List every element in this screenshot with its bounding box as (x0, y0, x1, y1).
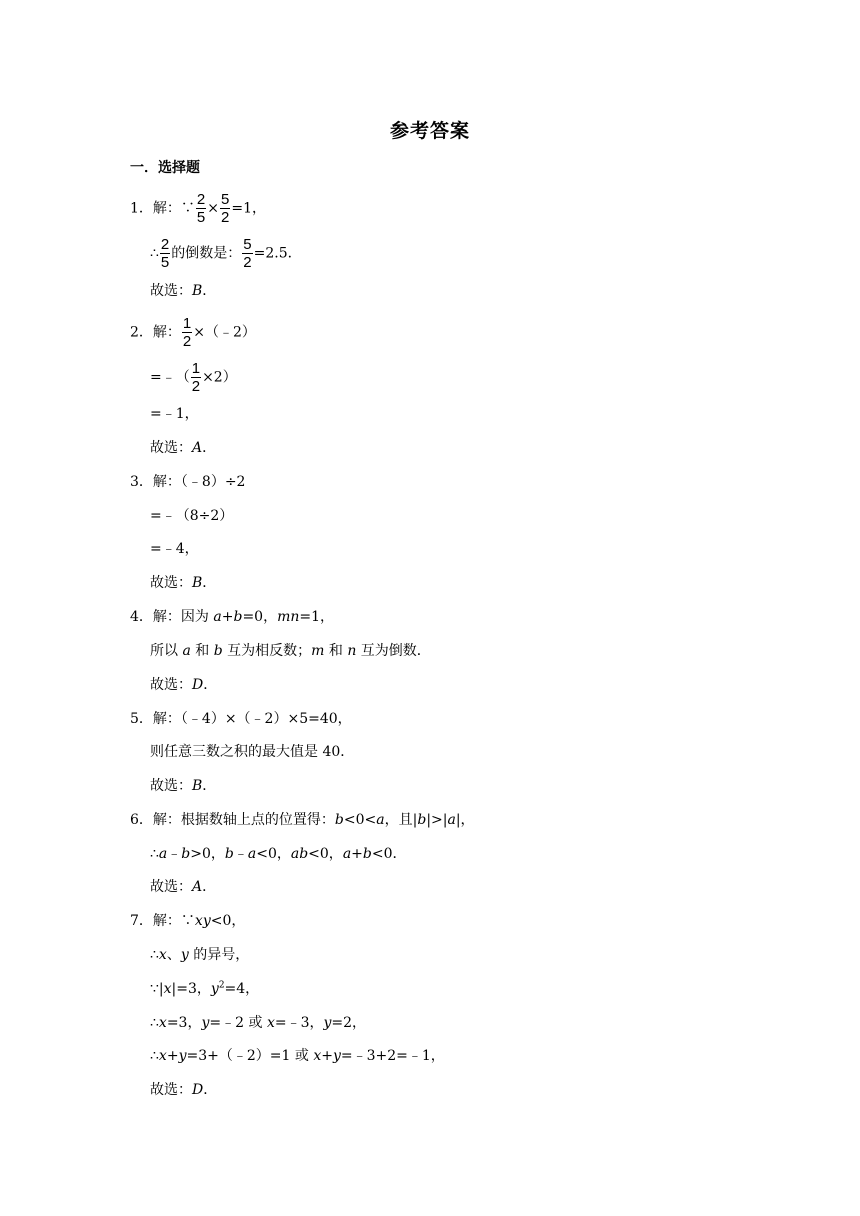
q3-answer: 故选：B． (150, 575, 217, 591)
fraction: $\frac{5}{2}$ (243, 236, 252, 271)
q4-line1: 4．解：因为 a+b=0，mn=1， (130, 609, 335, 625)
page-title: 参考答案 (389, 120, 470, 142)
q7-line2: ∴x、y 的异号， (150, 947, 250, 963)
q3-line1: 3．解：（﹣8）÷2 (130, 474, 246, 490)
fraction: $\frac{2}{5}$ (160, 236, 170, 271)
q7-answer: 故选：D． (150, 1082, 218, 1098)
q2-line1: 2．解： $\frac{1}{2}$ ×（﹣2） (130, 315, 256, 350)
fraction: $\frac{2}{5}$ (196, 191, 206, 226)
q6-line1: 6．解：根据数轴上点的位置得：b<0<a，且|b|>|a|， (130, 812, 475, 828)
fraction: $\frac{1}{2}$ (191, 360, 201, 395)
fraction: $\frac{5}{2}$ (221, 191, 230, 226)
q4-line2: 所以 a 和 b 互为相反数；m 和 n 互为倒数． (150, 643, 431, 659)
q7-line1: 7．解：∵xy<0， (130, 913, 246, 929)
section-heading: 一．选择题 (130, 160, 200, 176)
q6-line2: ∴a﹣b>0，b﹣a<0，ab<0，a+b<0． (150, 846, 407, 862)
q1-line2: ∴ $\frac{2}{5}$ 的倒数是： $\frac{5}{2}$ =2.5． (150, 236, 302, 271)
q2-line2: =﹣（ $\frac{1}{2}$ ×2） (150, 360, 237, 395)
q1-line1: 1．解：∵ $\frac{2}{5}$ × $\frac{5}{2}$ =1， (130, 191, 266, 226)
q7-line3: ∵|x|=3，$y^2=4$， (150, 980, 260, 997)
q3-line3: =﹣4， (150, 541, 199, 557)
q5-line2: 则任意三数之积的最大值是 40． (150, 744, 355, 760)
q7-line5: ∴x+y=3+（﹣2）=1 或 x+y=﹣3+2=﹣1， (150, 1048, 445, 1064)
q3-line2: =﹣（8÷2） (150, 508, 234, 524)
q2-answer: 故选：A． (150, 440, 217, 456)
fraction: $\frac{1}{2}$ (182, 315, 192, 350)
q5-line1: 5．解：（﹣4）×（﹣2）×5=40， (130, 711, 352, 727)
q6-answer: 故选：A． (150, 879, 217, 895)
q4-answer: 故选：D． (150, 677, 218, 693)
q5-answer: 故选：B． (150, 778, 217, 794)
q7-line4: ∴x=3，y=﹣2 或 x=﹣3，y=2， (150, 1015, 367, 1031)
q1-answer: 故选：B． (150, 283, 217, 299)
q2-line3: =﹣1， (150, 406, 199, 422)
